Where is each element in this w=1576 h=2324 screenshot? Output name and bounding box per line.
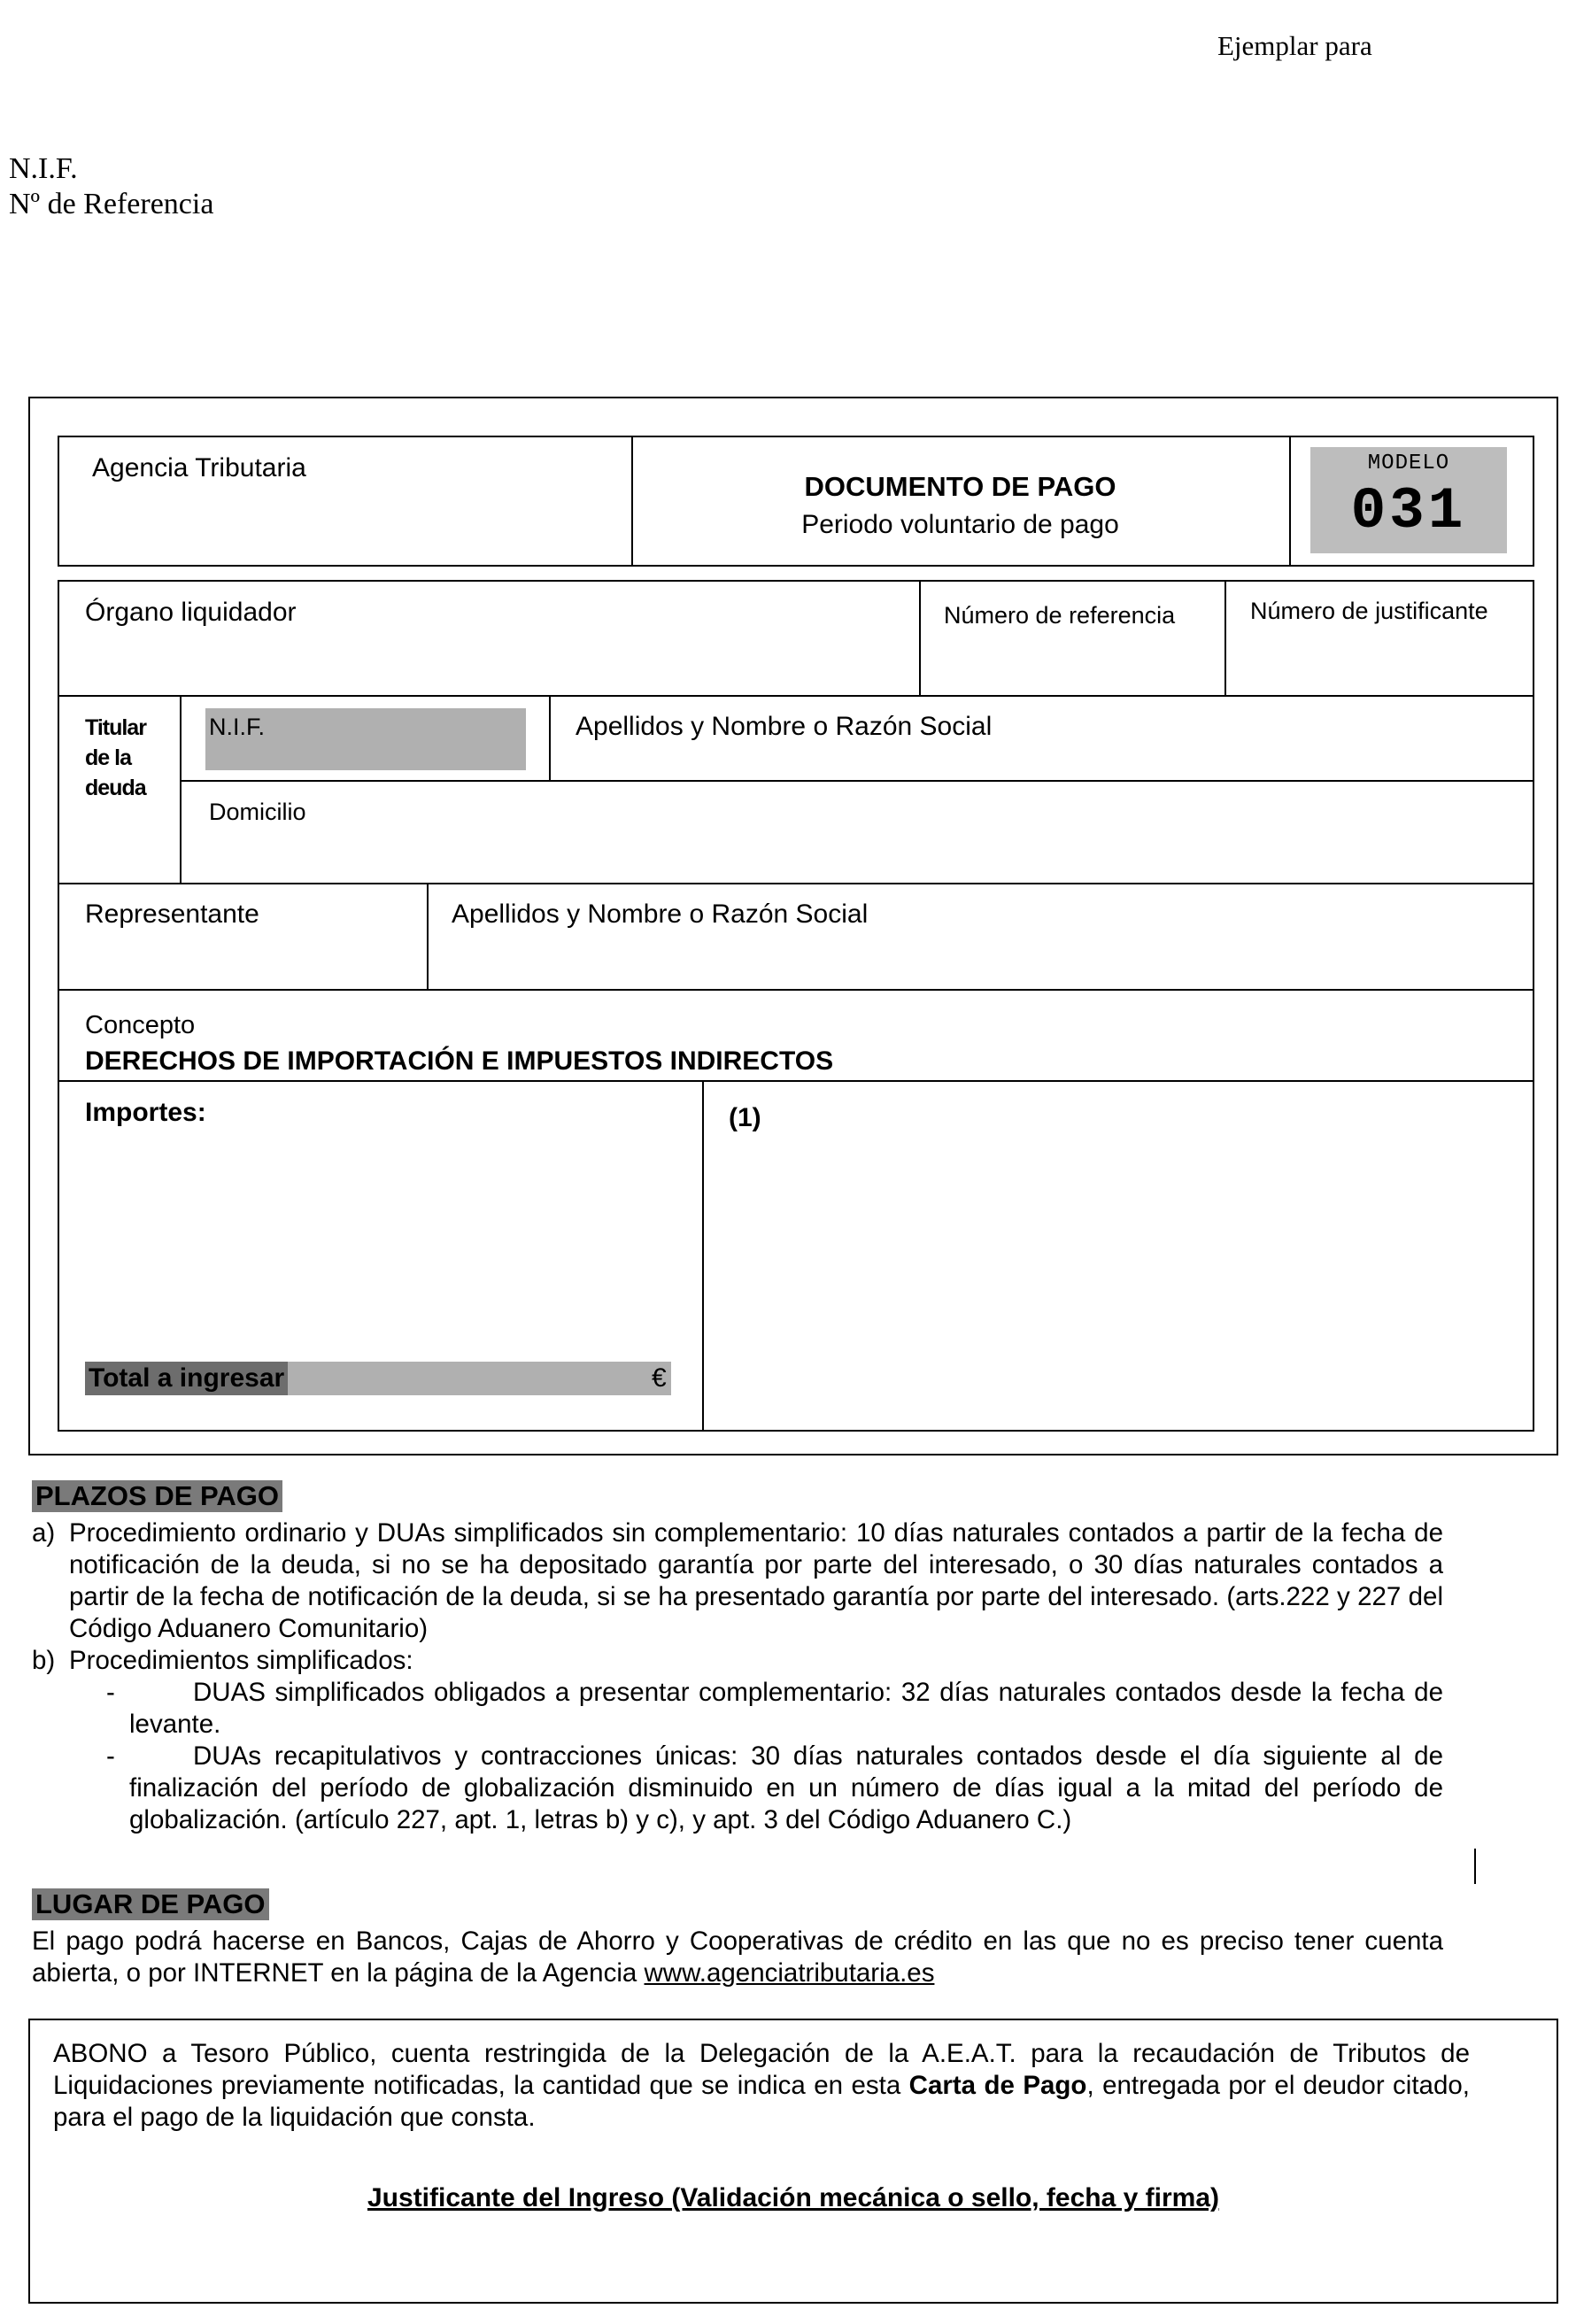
divider <box>427 883 429 989</box>
total-label: Total a ingresar <box>85 1362 288 1395</box>
numero-referencia-label: Número de referencia <box>944 602 1176 629</box>
document-title: DOCUMENTO DE PAGO <box>804 471 1116 502</box>
abono-text-start: ABONO a Tesoro Público, cuenta restringida de la Delegación de la A.E.A.T. para la recaudación de Tributos de Liquidaciones previamente notificadas, la cantidad que se indica en esta <box>53 2039 1470 2100</box>
titular-name-label: Apellidos y Nombre o Razón Social <box>576 712 993 741</box>
lugar-heading: LUGAR DE PAGO <box>32 1888 269 1920</box>
plazos-b-text: Procedimientos simplificados: <box>69 1646 413 1675</box>
currency-symbol: € <box>652 1363 667 1393</box>
divider <box>702 1080 704 1432</box>
agencia-link[interactable]: www.agenciatributaria.es <box>644 1958 935 1988</box>
divider <box>549 695 551 780</box>
domicilio-label: Domicilio <box>209 799 306 825</box>
divider <box>919 580 921 695</box>
copy-label: Ejemplar para <box>1217 30 1372 61</box>
note-marker: (1) <box>729 1103 761 1132</box>
modelo-label: MODELO <box>1367 452 1450 475</box>
organo-liquidador-label: Órgano liquidador <box>85 598 297 627</box>
divider <box>58 989 1534 991</box>
agency-name: Agencia Tributaria <box>92 453 306 483</box>
divider <box>1289 436 1291 567</box>
divider <box>58 695 1534 697</box>
divider <box>58 1080 1534 1082</box>
plazos-b2-marker: - <box>106 1741 115 1771</box>
importes-label: Importes: <box>85 1098 206 1127</box>
concepto-label: Concepto <box>85 1011 196 1039</box>
divider <box>58 883 1534 884</box>
plazos-b2-text: DUAs recapitulativos y contracciones únicas: 30 días naturales contados desde el día siguiente al de finalización del período de globalización disminuido en un número de días igual a la mitad del período de globalización. (artículo 227, apt. 1, letras b) y c), y apt. 3 del Código Aduanero C.) <box>129 1741 1443 1834</box>
numero-justificante-label: Número de justificante <box>1250 598 1488 624</box>
divider <box>1224 580 1226 695</box>
justificante-heading: Justificante del Ingreso (Validación mecánica o sello, fecha y firma) <box>367 2183 1219 2212</box>
concepto-value: DERECHOS DE IMPORTACIÓN E IMPUESTOS INDIRECTOS <box>85 1046 834 1076</box>
reference-label: Nº de Referencia <box>9 188 214 220</box>
plazos-heading: PLAZOS DE PAGO <box>32 1480 282 1512</box>
modelo-number: 031 <box>1350 478 1467 544</box>
lugar-text <box>32 1926 1443 1989</box>
representante-name-label: Apellidos y Nombre o Razón Social <box>452 899 869 929</box>
representante-label: Representante <box>85 899 259 929</box>
plazos-b-marker: b) <box>32 1646 56 1675</box>
plazos-a-text: Procedimiento ordinario y DUAs simplificados sin complementario: 10 días naturales contados a partir de la fecha de notificación de la deuda, si no se ha depositado garantía por parte del interesado, o 30 días naturales contados a partir de la fecha de notificación de la deuda, si se ha presentado garantía por parte del interesado. (arts.222 y 227 del Código Aduanero Comunitario) <box>69 1518 1443 1643</box>
abono-text-end: , entregada por el deudor citado, para el pago de la liquidación que consta. <box>53 2071 1470 2132</box>
plazos-a-marker: a) <box>32 1518 56 1548</box>
carta-de-pago: Carta de Pago <box>908 2071 1087 2100</box>
plazos-b1-text: DUAS simplificados obligados a presentar complementario: 32 días naturales contados desde la fecha de levante. <box>129 1678 1443 1739</box>
nif-label: N.I.F. <box>9 152 78 185</box>
abono-text <box>53 2038 1470 2134</box>
divider <box>180 780 1534 782</box>
titular-nif-label: N.I.F. <box>209 714 266 740</box>
plazos-b1-marker: - <box>106 1678 115 1707</box>
lugar-text-body: El pago podrá hacerse en Bancos, Cajas de Ahorro y Cooperativas de crédito en las que no es preciso tener cuenta abierta, o por INTERNET en la página de la Agencia <box>32 1926 1443 1988</box>
document-subtitle: Periodo voluntario de pago <box>801 510 1119 539</box>
text-cursor <box>1474 1849 1476 1884</box>
titular-label: Titular de la deuda <box>85 715 146 800</box>
divider <box>180 695 182 883</box>
